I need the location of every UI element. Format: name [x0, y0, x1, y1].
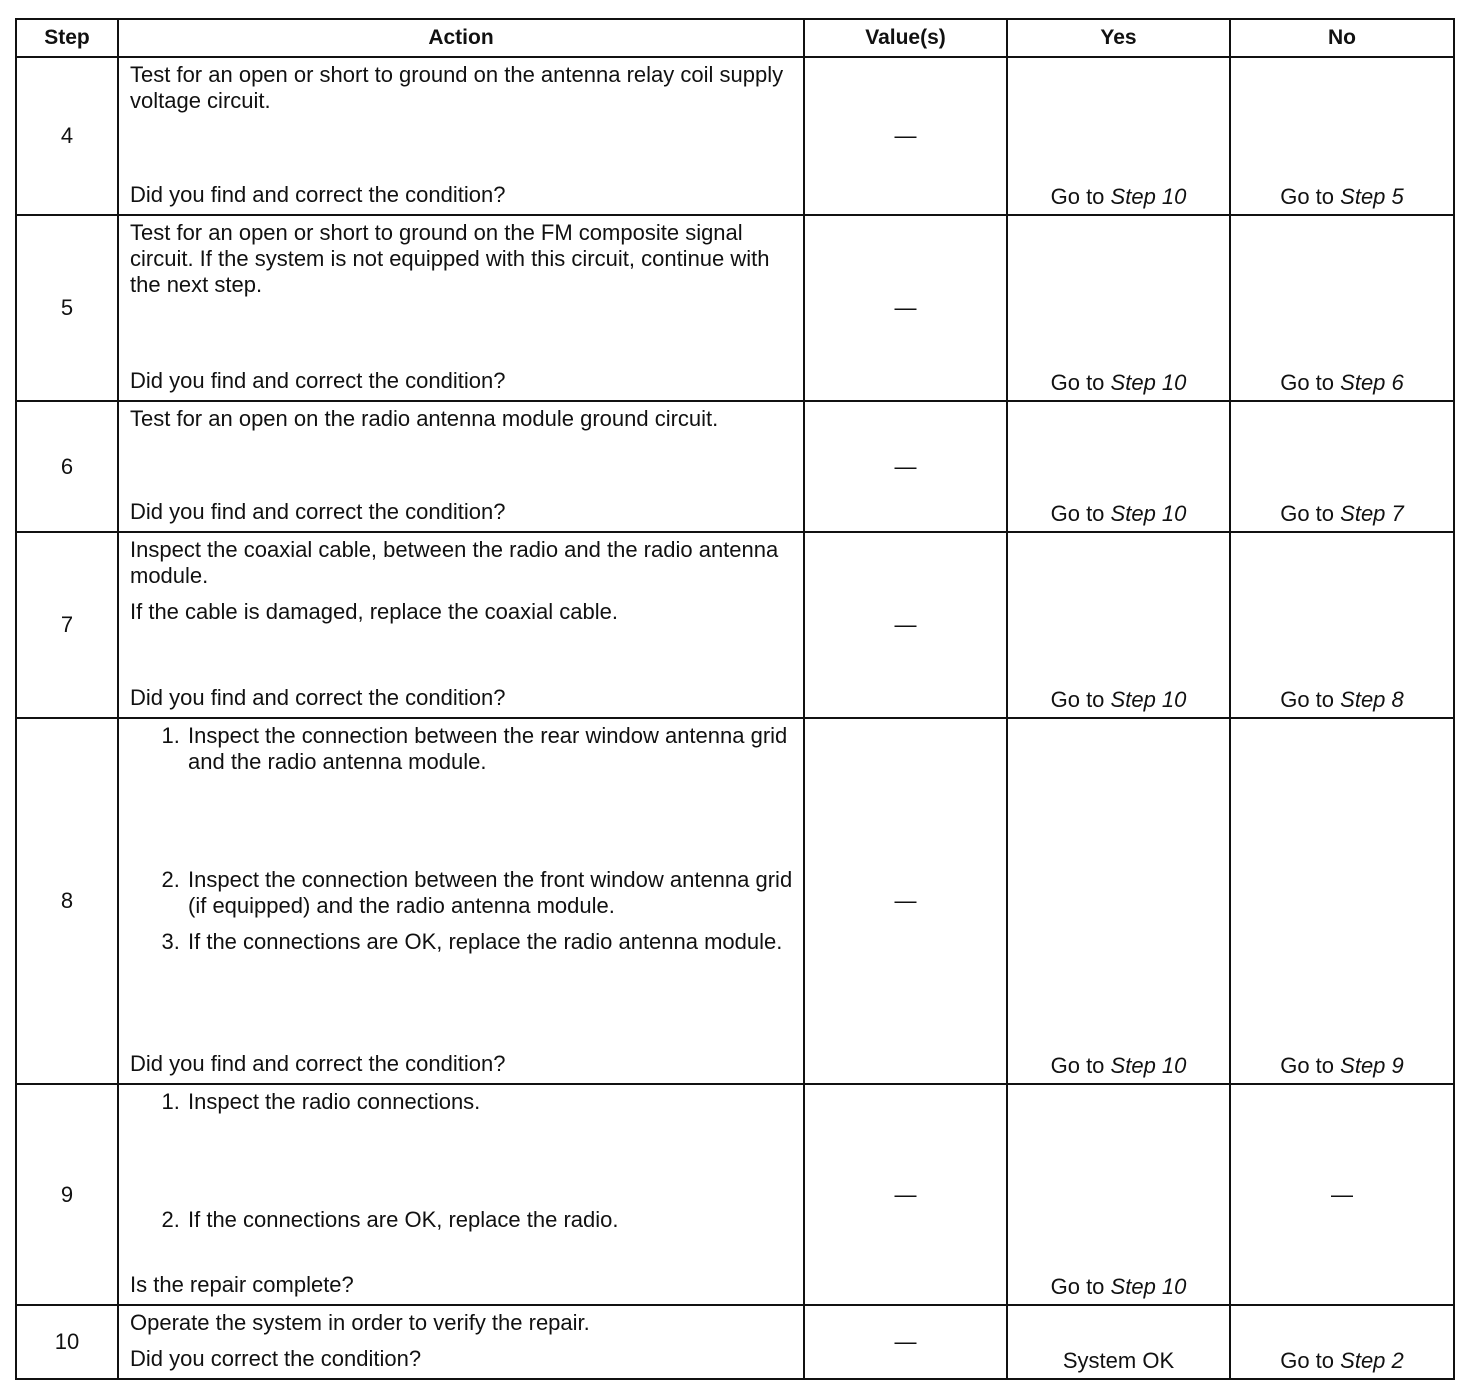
action-question: Did you find and correct the condition?: [130, 368, 506, 393]
goto-label: Go to: [1050, 1274, 1105, 1299]
action-question: Did you find and correct the condition?: [130, 182, 506, 207]
action-question: Did you find and correct the condition?: [130, 685, 506, 710]
diagnostic-table: [15, 18, 1455, 1380]
no-step-ref: Step 5: [1340, 184, 1404, 209]
table-row: [16, 401, 1454, 532]
table-row: [16, 1084, 1454, 1305]
value-cell: —: [804, 57, 1007, 215]
value-cell: —: [804, 1305, 1007, 1379]
value-cell: —: [804, 718, 1007, 1084]
no-cell: —: [1230, 1084, 1454, 1305]
yes-step-ref: Step 10: [1110, 1053, 1187, 1078]
header-step: Step: [16, 19, 118, 57]
step-number: 8: [16, 718, 118, 1084]
no-cell: [1230, 718, 1454, 1084]
action-list: [130, 723, 797, 955]
yes-cell: System OK: [1007, 1305, 1230, 1379]
yes-step-ref: Step 10: [1110, 687, 1187, 712]
header-values: Value(s): [804, 19, 1007, 57]
goto-label: Go to: [1280, 687, 1335, 712]
table-row: [16, 57, 1454, 215]
no-cell: [1230, 57, 1454, 215]
goto-label: Go to: [1050, 184, 1105, 209]
goto-label: Go to: [1050, 501, 1105, 526]
goto-label: Go to: [1280, 1053, 1335, 1078]
yes-cell: [1007, 532, 1230, 718]
header-no: No: [1230, 19, 1454, 57]
yes-cell: [1007, 718, 1230, 1084]
yes-cell: [1007, 401, 1230, 532]
action-list: [130, 1089, 797, 1233]
list-item: 2. Inspect the connection between the front window antenna grid (if equipped) and the radio antenna module.: [186, 867, 797, 919]
yes-step-ref: Step 10: [1110, 184, 1187, 209]
yes-step-ref: Step 10: [1110, 370, 1187, 395]
action-text: Inspect the coaxial cable, between the radio and the radio antenna module.: [130, 537, 779, 588]
no-step-ref: Step 8: [1340, 687, 1404, 712]
no-step-ref: Step 2: [1340, 1348, 1404, 1373]
action-question: Did you correct the condition?: [130, 1346, 422, 1371]
goto-label: Go to: [1280, 1348, 1335, 1373]
action-cell: [118, 57, 804, 215]
goto-label: Go to: [1280, 370, 1335, 395]
action-cell: [118, 215, 804, 401]
no-cell: [1230, 532, 1454, 718]
yes-step-ref: Step 10: [1110, 501, 1187, 526]
action-cell: [118, 1305, 804, 1379]
action-question: Did you find and correct the condition?: [130, 499, 506, 524]
action-cell: [118, 532, 804, 718]
action-text: Test for an open or short to ground on the antenna relay coil supply voltage circuit.: [130, 62, 784, 113]
action-text: If the cable is damaged, replace the coaxial cable.: [130, 599, 618, 624]
step-number: 6: [16, 401, 118, 532]
table-row: [16, 532, 1454, 718]
yes-cell: [1007, 57, 1230, 215]
table-row: [16, 1305, 1454, 1379]
value-cell: —: [804, 532, 1007, 718]
table-row: [16, 215, 1454, 401]
list-item: 1. Inspect the radio connections.: [186, 1089, 797, 1115]
action-cell: [118, 718, 804, 1084]
step-number: 7: [16, 532, 118, 718]
no-step-ref: Step 6: [1340, 370, 1404, 395]
no-step-ref: Step 9: [1340, 1053, 1404, 1078]
goto-label: Go to: [1280, 501, 1335, 526]
yes-cell: [1007, 215, 1230, 401]
step-number: 10: [16, 1305, 118, 1379]
header-yes: Yes: [1007, 19, 1230, 57]
action-text: Operate the system in order to verify the repair.: [130, 1310, 590, 1335]
value-cell: —: [804, 215, 1007, 401]
goto-label: Go to: [1050, 370, 1105, 395]
header-row: [16, 19, 1454, 57]
header-action: Action: [118, 19, 804, 57]
list-item: 1. Inspect the connection between the rear window antenna grid and the radio antenna module.: [186, 723, 797, 775]
action-question: Did you find and correct the condition?: [130, 1051, 506, 1076]
no-cell: [1230, 1305, 1454, 1379]
yes-step-ref: Step 10: [1110, 1274, 1187, 1299]
list-item: 3. If the connections are OK, replace the radio antenna module.: [186, 929, 797, 955]
step-number: 4: [16, 57, 118, 215]
step-number: 5: [16, 215, 118, 401]
value-cell: —: [804, 401, 1007, 532]
no-cell: [1230, 401, 1454, 532]
action-text: Test for an open or short to ground on the FM composite signal circuit. If the system is not equipped with this circuit, continue with the next step.: [130, 220, 770, 297]
yes-cell: [1007, 1084, 1230, 1305]
action-text: Test for an open on the radio antenna module ground circuit.: [130, 406, 719, 431]
no-step-ref: Step 7: [1340, 501, 1404, 526]
action-cell: [118, 401, 804, 532]
goto-label: Go to: [1280, 184, 1335, 209]
value-cell: —: [804, 1084, 1007, 1305]
action-cell: [118, 1084, 804, 1305]
step-number: 9: [16, 1084, 118, 1305]
list-item: 2. If the connections are OK, replace the radio.: [186, 1207, 797, 1233]
goto-label: Go to: [1050, 687, 1105, 712]
goto-label: Go to: [1050, 1053, 1105, 1078]
no-cell: [1230, 215, 1454, 401]
table-row: [16, 718, 1454, 1084]
action-question: Is the repair complete?: [130, 1272, 354, 1297]
